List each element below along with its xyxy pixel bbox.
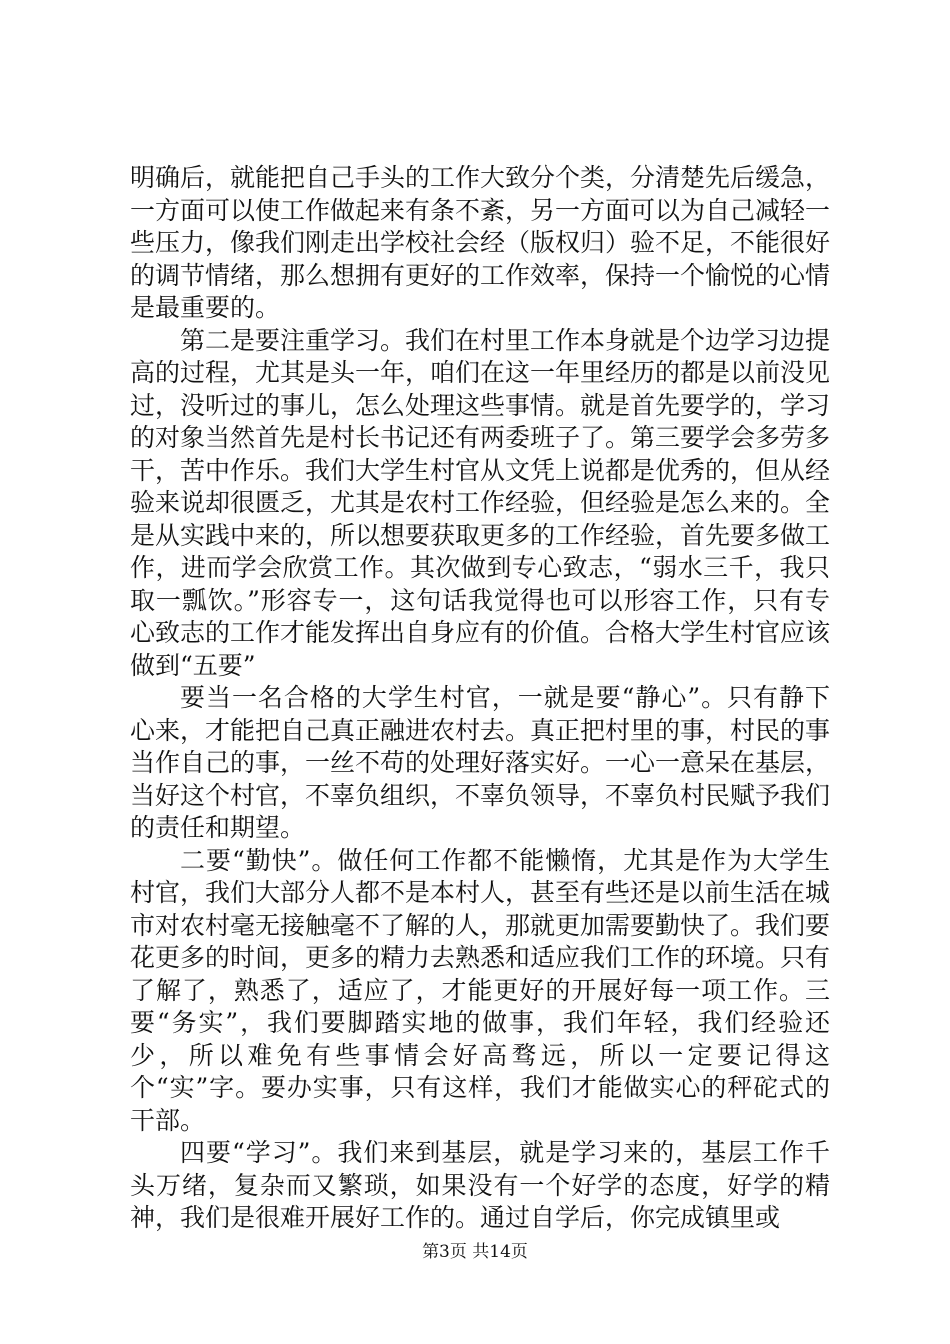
paragraph-1: 明确后，就能把自己手头的工作大致分个类，分清楚先后缓急，一方面可以使工作做起来有条不紊，另一方面可以为自己减轻一些压力，像我们刚走出学校社会经（版权归）验不足，不能很好的调节情绪，那么想拥有更好的工作效率，保持一个愉悦的心情是最重要的。 <box>130 163 831 322</box>
page-footer: 第3页 共14页 <box>422 1242 528 1262</box>
document-body <box>130 162 830 1235</box>
paragraph-2: 第二是要注重学习。我们在村里工作本身就是个边学习边提高的过程，尤其是头一年，咱们在这一年里经历的都是以前没见过，没听过的事儿，怎么处理这些事情。就是首先要学的，学习的对象当然首先是村长书记还有两委班子了。第三要学会多劳多干，苦中作乐。我们大学生村官从文凭上说都是优秀的，但从经验来说却很匮乏，尤其是农村工作经验，但经验是怎么来的。全是从实践中来的，所以想要获取更多的工作经验，首先要多做工作，进而学会欣赏工作。其次做到专心致志，“弱水三千，我只取一瓢饮。”形容专一，这句话我觉得也可以形容工作，只有专心致志的工作才能发挥出自身应有的价值。合格大学生村官应该做到“五要” <box>130 325 831 680</box>
paragraph-4: 二要“勤快”。做任何工作都不能懒惰，尤其是作为大学生村官，我们大部分人都不是本村人，甚至有些还是以前生活在城市对农村毫无接触毫不了解的人，那就更加需要勤快了。我们要花更多的时间，更多的精力去熟悉和适应我们工作的环境。只有了解了，熟悉了，适应了，才能更好的开展好每一项工作。三要“务实”，我们要脚踏实地的做事，我们年轻，我们经验还少，所以难免有些事情会好高骛远，所以一定要记得这个“实”字。要办实事，只有这样，我们才能做实心的秤砣式的干部。 <box>130 845 831 1135</box>
paragraph-5: 四要“学习”。我们来到基层，就是学习来的，基层工作千头万绪，复杂而又繁琐，如果没有一个好学的态度，好学的精神，我们是很难开展好工作的。通过自学后，你完成镇里或 <box>130 1138 830 1232</box>
paragraph-3: 要当一名合格的大学生村官，一就是要“静心”。只有静下心来，才能把自己真正融进农村去。真正把村里的事，村民的事当作自己的事，一丝不苟的处理好落实好。一心一意呆在基层，当好这个村官，不辜负组织，不辜负领导，不辜负村民赋予我们的责任和期望。 <box>130 683 831 842</box>
